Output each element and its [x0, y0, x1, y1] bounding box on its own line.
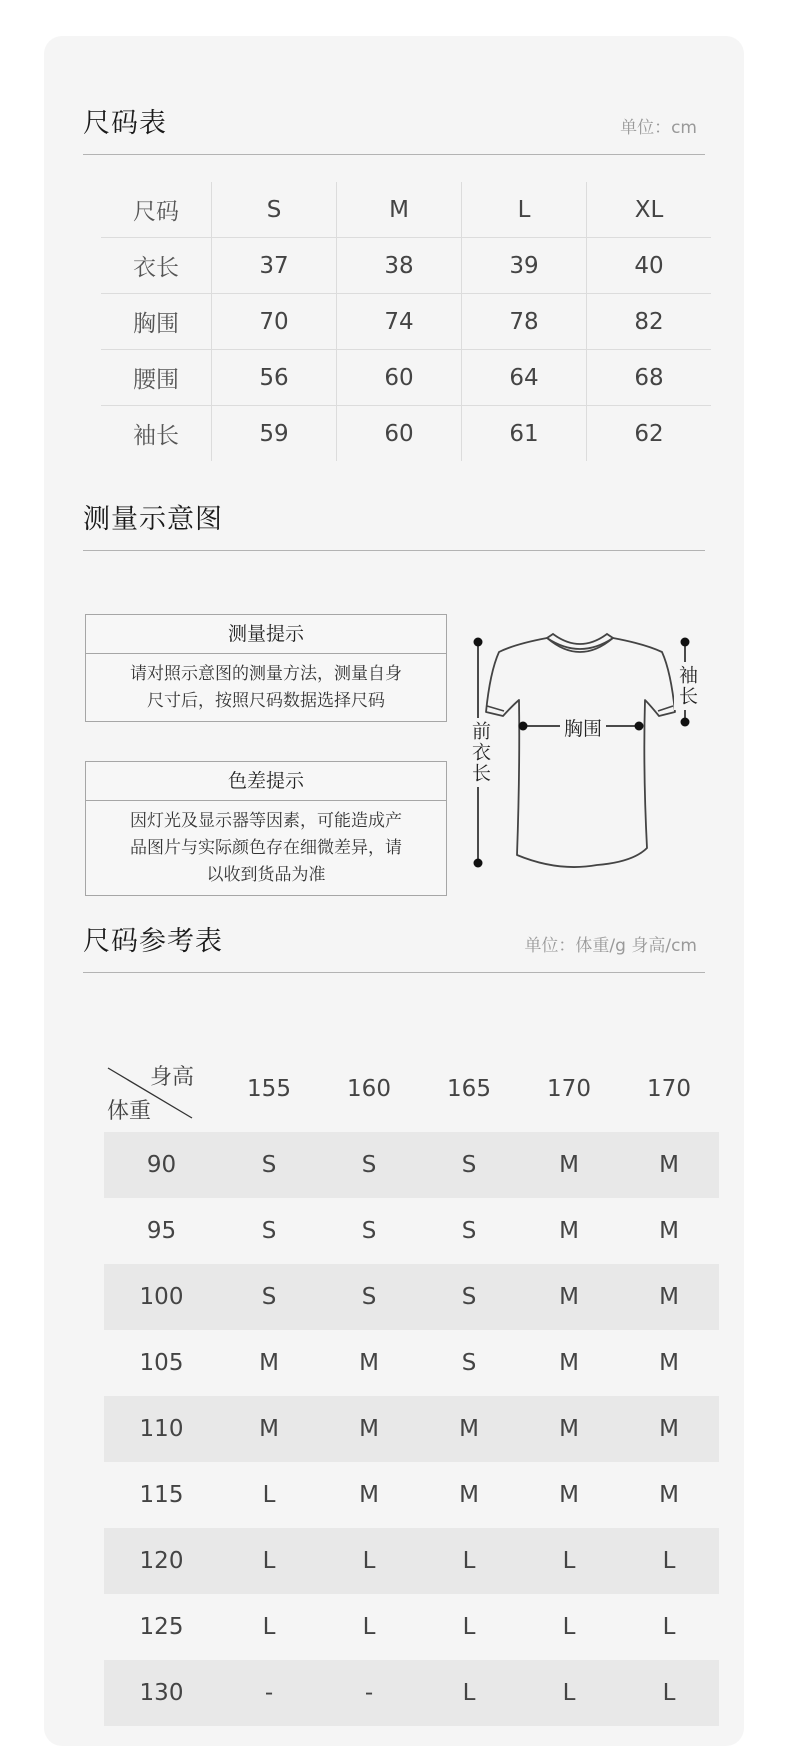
size-cell: L — [619, 1660, 719, 1726]
size-cell: M — [559, 1482, 579, 1508]
size-chart-cell: 61 — [462, 406, 587, 462]
size-chart-row-label: 袖长 — [133, 423, 179, 449]
size-cell: L — [262, 1614, 276, 1640]
size-chart-cell: 64 — [462, 350, 587, 406]
size-cell: S — [419, 1264, 519, 1330]
reference-corner-cell — [104, 1046, 219, 1132]
height-header-cell: 165 — [447, 1076, 491, 1102]
tshirt-outline-icon — [455, 620, 715, 880]
weight-cell: 130 — [104, 1660, 219, 1726]
reference-header — [83, 928, 705, 973]
size-cell: S — [461, 1350, 477, 1376]
size-cell: S — [419, 1132, 519, 1198]
size-chart-header-cell: M — [337, 182, 462, 238]
measure-tip-line: 请对照示意图的测量方法，测量自身 — [130, 664, 402, 684]
size-cell: L — [662, 1614, 676, 1640]
size-chart-title: 尺码表 — [83, 108, 167, 139]
size-chart-table — [101, 182, 711, 461]
size-cell: L — [519, 1660, 619, 1726]
weight-cell: 110 — [104, 1396, 219, 1462]
size-cell: M — [359, 1482, 379, 1508]
front-length-label: 前衣长 — [467, 718, 494, 787]
size-cell: M — [519, 1132, 619, 1198]
size-chart-cell: 74 — [337, 294, 462, 350]
size-chart-row-label: 腰围 — [101, 350, 212, 406]
reference-row — [104, 1462, 719, 1528]
height-header-cell: 155 — [247, 1076, 291, 1102]
size-chart-cell: 56 — [212, 350, 337, 406]
height-header-cell: 170 — [547, 1076, 591, 1102]
measure-title: 测量示意图 — [83, 504, 223, 535]
reference-row — [104, 1660, 719, 1726]
size-cell: S — [319, 1264, 419, 1330]
size-chart-cell: 82 — [587, 294, 712, 350]
size-cell: S — [319, 1132, 419, 1198]
weight-cell: 125 — [139, 1614, 184, 1640]
size-chart-row — [101, 406, 711, 462]
size-chart-cell: 70 — [212, 294, 337, 350]
weight-cell: 100 — [104, 1264, 219, 1330]
size-cell: M — [219, 1396, 319, 1462]
reference-header-row — [104, 1046, 719, 1132]
height-header-cell: 160 — [347, 1076, 391, 1102]
size-chart-cell: 39 — [462, 238, 587, 294]
size-cell: L — [219, 1528, 319, 1594]
reference-row — [104, 1132, 719, 1198]
size-chart-row-label: 衣长 — [101, 238, 212, 294]
color-tip-line: 以收到货品为准 — [206, 865, 326, 885]
size-cell: L — [419, 1660, 519, 1726]
size-cell: L — [562, 1614, 576, 1640]
size-chart-unit: 单位：cm — [620, 118, 697, 138]
size-chart-cell: 60 — [337, 406, 462, 462]
size-chart-header-cell: S — [212, 182, 337, 238]
size-cell: M — [619, 1396, 719, 1462]
measure-header — [83, 506, 705, 551]
size-cell: M — [359, 1350, 379, 1376]
height-header-cell: 170 — [647, 1076, 691, 1102]
size-cell: M — [619, 1264, 719, 1330]
size-chart-header-cell: 尺码 — [101, 182, 212, 238]
reference-row — [104, 1330, 719, 1396]
size-chart-row-label: 胸围 — [101, 294, 212, 350]
weight-cell: 120 — [104, 1528, 219, 1594]
size-cell: L — [319, 1528, 419, 1594]
size-chart-header-row — [101, 182, 711, 238]
size-cell: L — [362, 1614, 376, 1640]
color-tip-line: 品图片与实际颜色存在细微差异，请 — [130, 838, 402, 858]
size-chart-header — [83, 110, 705, 155]
size-chart-row — [101, 294, 711, 350]
size-chart-cell: 60 — [337, 350, 462, 406]
color-tip-body — [86, 801, 446, 895]
size-cell: S — [219, 1264, 319, 1330]
size-cell: - — [319, 1660, 419, 1726]
size-chart-row — [101, 350, 711, 406]
size-cell: S — [261, 1218, 277, 1244]
reference-row — [104, 1198, 719, 1264]
reference-row — [104, 1528, 719, 1594]
size-chart-cell: 40 — [587, 238, 712, 294]
size-cell: L — [462, 1614, 476, 1640]
size-cell: M — [619, 1132, 719, 1198]
reference-table — [104, 1046, 719, 1726]
chest-label: 胸围 — [560, 714, 606, 741]
size-chart-cell: 68 — [587, 350, 712, 406]
corner-height-label: 身高 — [150, 1065, 195, 1090]
size-chart-header-cell: L — [462, 182, 587, 238]
reference-row — [104, 1264, 719, 1330]
weight-cell: 105 — [139, 1350, 184, 1376]
size-cell: M — [319, 1396, 419, 1462]
size-chart-header-cell: XL — [587, 182, 712, 238]
size-cell: L — [419, 1528, 519, 1594]
measure-tip-body — [86, 654, 446, 721]
size-chart-cell: 62 — [587, 406, 712, 462]
weight-cell: 90 — [104, 1132, 219, 1198]
measure-tip-title: 测量提示 — [86, 615, 446, 654]
size-chart-cell: 59 — [212, 406, 337, 462]
corner-weight-label: 体重 — [107, 1099, 152, 1124]
size-chart-row — [101, 238, 711, 294]
size-cell: L — [519, 1528, 619, 1594]
color-tip-line: 因灯光及显示器等因素，可能造成产 — [130, 811, 402, 831]
size-cell: M — [419, 1396, 519, 1462]
size-chart-cell: 78 — [462, 294, 587, 350]
size-chart-cell: 37 — [212, 238, 337, 294]
size-cell: M — [559, 1218, 579, 1244]
weight-cell: 95 — [146, 1218, 177, 1244]
reference-row — [104, 1594, 719, 1660]
size-cell: M — [559, 1350, 579, 1376]
size-chart-cell: 38 — [337, 238, 462, 294]
size-cell: M — [519, 1264, 619, 1330]
color-tip-box — [85, 761, 447, 896]
size-cell: S — [461, 1218, 477, 1244]
measurement-diagram — [455, 620, 715, 880]
reference-row — [104, 1396, 719, 1462]
size-cell: M — [259, 1350, 279, 1376]
size-cell: M — [459, 1482, 479, 1508]
size-cell: M — [659, 1218, 679, 1244]
size-cell: M — [519, 1396, 619, 1462]
size-cell: M — [659, 1350, 679, 1376]
size-cell: - — [219, 1660, 319, 1726]
size-cell: S — [219, 1132, 319, 1198]
color-tip-title: 色差提示 — [86, 762, 446, 801]
size-cell: M — [659, 1482, 679, 1508]
weight-cell: 115 — [139, 1482, 184, 1508]
size-cell: L — [619, 1528, 719, 1594]
size-cell: L — [262, 1482, 276, 1508]
reference-unit: 单位：体重/g 身高/cm — [524, 936, 697, 956]
reference-title: 尺码参考表 — [83, 926, 223, 957]
size-cell: S — [361, 1218, 377, 1244]
measure-tip-box — [85, 614, 447, 722]
measure-tip-line: 尺寸后，按照尺码数据选择尺码 — [147, 691, 385, 711]
sleeve-length-label: 袖长 — [674, 662, 701, 710]
